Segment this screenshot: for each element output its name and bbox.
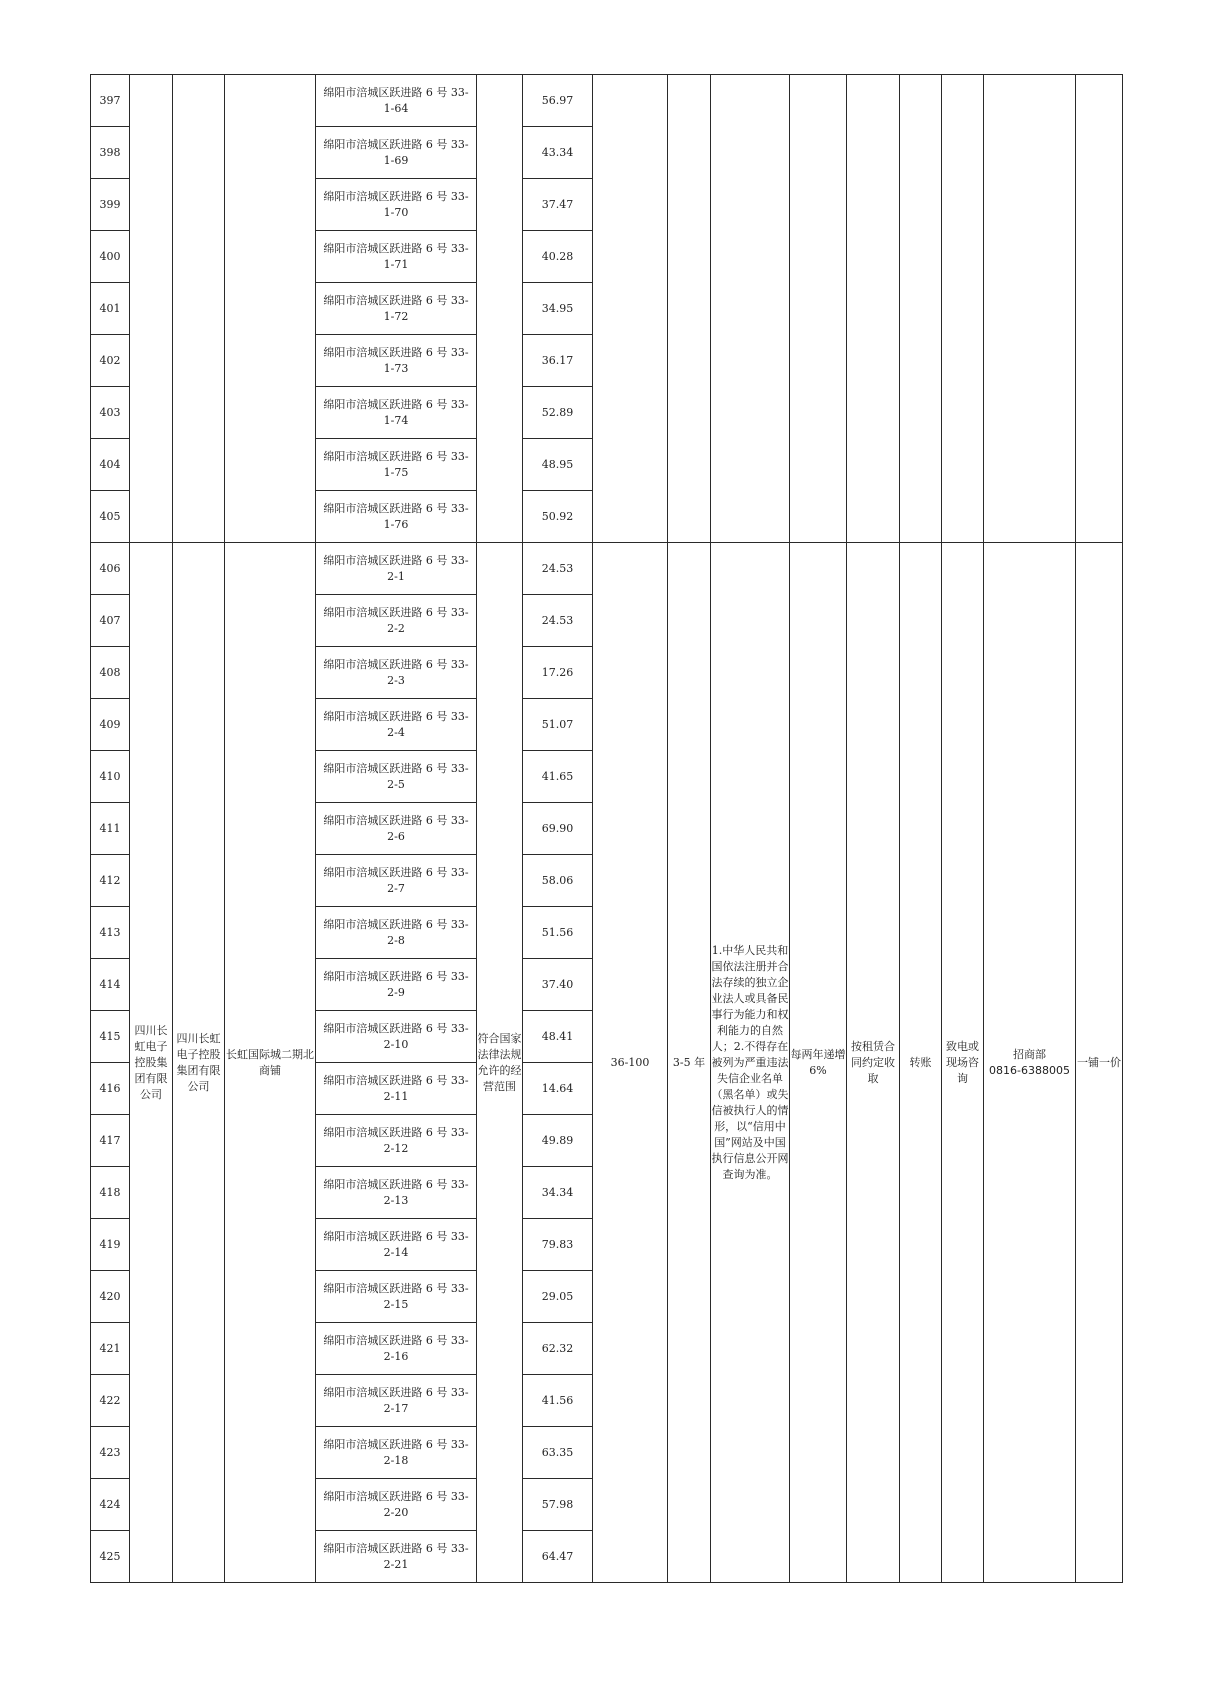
address-line-2: 2-1 (387, 569, 405, 583)
address-cell (316, 387, 477, 439)
address-line-1: 绵阳市涪城区跃进路 6 号 33- (323, 1073, 469, 1087)
address-line-2: 1-64 (383, 101, 409, 115)
address-line-2: 2-14 (383, 1245, 409, 1259)
address-line-2: 1-76 (383, 517, 409, 531)
address-cell (316, 1115, 477, 1167)
row-number-cell: 412 (91, 855, 130, 907)
rent-price-cell (593, 75, 668, 543)
row-number-cell: 421 (91, 1323, 130, 1375)
address-line-1: 绵阳市涪城区跃进路 6 号 33- (323, 1229, 469, 1243)
address-cell (316, 1375, 477, 1427)
area-cell: 79.83 (523, 1219, 593, 1271)
address-cell (316, 491, 477, 543)
area-cell: 37.40 (523, 959, 593, 1011)
address-line-2: 2-18 (383, 1453, 409, 1467)
contact-cell (984, 75, 1076, 543)
row-number-cell: 423 (91, 1427, 130, 1479)
address-line-1: 绵阳市涪城区跃进路 6 号 33- (323, 1541, 469, 1555)
address-cell (316, 1427, 477, 1479)
area-cell: 49.89 (523, 1115, 593, 1167)
area-cell: 50.92 (523, 491, 593, 543)
inquiry-cell (942, 75, 984, 543)
address-line-1: 绵阳市涪城区跃进路 6 号 33- (323, 865, 469, 879)
project-cell (225, 75, 316, 543)
address-line-1: 绵阳市涪城区跃进路 6 号 33- (323, 1489, 469, 1503)
address-cell (316, 231, 477, 283)
area-cell: 29.05 (523, 1271, 593, 1323)
address-cell (316, 543, 477, 595)
address-line-1: 绵阳市涪城区跃进路 6 号 33- (323, 1385, 469, 1399)
address-line-1: 绵阳市涪城区跃进路 6 号 33- (323, 449, 469, 463)
address-cell (316, 647, 477, 699)
area-cell: 62.32 (523, 1323, 593, 1375)
increase-cell: 每两年递增 6% (790, 543, 847, 1583)
address-line-1: 绵阳市涪城区跃进路 6 号 33- (323, 813, 469, 827)
area-cell: 34.34 (523, 1167, 593, 1219)
address-line-2: 2-17 (383, 1401, 409, 1415)
address-line-2: 2-15 (383, 1297, 409, 1311)
address-cell (316, 803, 477, 855)
business-scope-cell: 符合国家法律法规允许的经营范围 (477, 543, 523, 1583)
group-2-rows (91, 543, 1123, 1583)
address-cell (316, 1531, 477, 1583)
area-cell: 41.65 (523, 751, 593, 803)
lease-term-cell (668, 75, 711, 543)
row-number-cell: 418 (91, 1167, 130, 1219)
row-number-cell: 405 (91, 491, 130, 543)
address-line-2: 2-9 (387, 985, 405, 999)
business-scope-cell (477, 75, 523, 543)
area-cell: 63.35 (523, 1427, 593, 1479)
address-line-1: 绵阳市涪城区跃进路 6 号 33- (323, 917, 469, 931)
contact-cell (984, 543, 1076, 1583)
area-cell: 52.89 (523, 387, 593, 439)
address-line-1: 绵阳市涪城区跃进路 6 号 33- (323, 345, 469, 359)
row-number-cell: 407 (91, 595, 130, 647)
area-cell: 24.53 (523, 595, 593, 647)
requirements-cell: 1.中华人民共和国依法注册并合法存续的独立企业法人或具备民事行为能力和权利能力的自然人；2.不得存在被列为严重违法失信企业名单（黑名单）或失信被执行人的情形，以“信用中国”网站及中国执行信息公开网查询为准。 (711, 543, 790, 1583)
address-line-2: 2-12 (383, 1141, 409, 1155)
address-line-1: 绵阳市涪城区跃进路 6 号 33- (323, 605, 469, 619)
address-cell (316, 1271, 477, 1323)
address-line-1: 绵阳市涪城区跃进路 6 号 33- (323, 85, 469, 99)
row-number-cell: 425 (91, 1531, 130, 1583)
contact-phone: 0816-6388005 (989, 1063, 1070, 1077)
address-line-2: 2-8 (387, 933, 405, 947)
address-line-1: 绵阳市涪城区跃进路 6 号 33- (323, 189, 469, 203)
row-number-cell: 420 (91, 1271, 130, 1323)
address-line-2: 2-13 (383, 1193, 409, 1207)
address-line-1: 绵阳市涪城区跃进路 6 号 33- (323, 709, 469, 723)
address-cell (316, 127, 477, 179)
area-cell: 48.41 (523, 1011, 593, 1063)
area-cell: 58.06 (523, 855, 593, 907)
pricing-cell: 一铺一价 (1076, 543, 1123, 1583)
address-cell (316, 751, 477, 803)
row-number-cell: 409 (91, 699, 130, 751)
row-number-cell: 422 (91, 1375, 130, 1427)
lease-term-cell: 3-5 年 (668, 543, 711, 1583)
area-cell: 37.47 (523, 179, 593, 231)
rent-price-cell: 36-100 (593, 543, 668, 1583)
area-cell: 69.90 (523, 803, 593, 855)
area-cell: 56.97 (523, 75, 593, 127)
address-line-2: 2-6 (387, 829, 405, 843)
area-cell: 64.47 (523, 1531, 593, 1583)
address-cell (316, 283, 477, 335)
row-number-cell: 416 (91, 1063, 130, 1115)
address-line-2: 2-21 (383, 1557, 409, 1571)
address-line-2: 1-70 (383, 205, 409, 219)
address-line-2: 2-11 (383, 1089, 409, 1103)
address-line-1: 绵阳市涪城区跃进路 6 号 33- (323, 553, 469, 567)
area-cell: 36.17 (523, 335, 593, 387)
table-row (91, 543, 1123, 595)
address-line-2: 1-75 (383, 465, 409, 479)
row-number-cell: 406 (91, 543, 130, 595)
address-line-2: 1-74 (383, 413, 409, 427)
address-cell (316, 335, 477, 387)
address-line-1: 绵阳市涪城区跃进路 6 号 33- (323, 1177, 469, 1191)
row-number-cell: 408 (91, 647, 130, 699)
increase-cell (790, 75, 847, 543)
owner-cell: 四川长虹电子控股集团有限公司 (130, 543, 173, 1583)
address-line-1: 绵阳市涪城区跃进路 6 号 33- (323, 1437, 469, 1451)
row-number-cell: 424 (91, 1479, 130, 1531)
address-cell (316, 75, 477, 127)
address-line-2: 2-4 (387, 725, 405, 739)
table-row (91, 75, 1123, 127)
owner-cell (130, 75, 173, 543)
payment-method-cell (900, 75, 942, 543)
address-line-1: 绵阳市涪城区跃进路 6 号 33- (323, 1281, 469, 1295)
address-line-2: 1-73 (383, 361, 409, 375)
address-line-2: 2-20 (383, 1505, 409, 1519)
address-line-1: 绵阳市涪城区跃进路 6 号 33- (323, 137, 469, 151)
row-number-cell: 417 (91, 1115, 130, 1167)
address-line-1: 绵阳市涪城区跃进路 6 号 33- (323, 657, 469, 671)
area-cell: 40.28 (523, 231, 593, 283)
address-line-1: 绵阳市涪城区跃进路 6 号 33- (323, 501, 469, 515)
row-number-cell: 397 (91, 75, 130, 127)
row-number-cell: 403 (91, 387, 130, 439)
project-cell: 长虹国际城二期北商铺 (225, 543, 316, 1583)
requirements-cell (711, 75, 790, 543)
payment-method-cell: 转账 (900, 543, 942, 1583)
address-line-2: 1-71 (383, 257, 409, 271)
group-1-rows (91, 75, 1123, 543)
row-number-cell: 400 (91, 231, 130, 283)
address-cell (316, 1011, 477, 1063)
area-cell: 43.34 (523, 127, 593, 179)
row-number-cell: 398 (91, 127, 130, 179)
address-cell (316, 699, 477, 751)
address-line-2: 1-72 (383, 309, 409, 323)
area-cell: 24.53 (523, 543, 593, 595)
area-cell: 57.98 (523, 1479, 593, 1531)
payment-terms-cell: 按租赁合同约定收取 (847, 543, 900, 1583)
row-number-cell: 413 (91, 907, 130, 959)
address-cell (316, 595, 477, 647)
row-number-cell: 401 (91, 283, 130, 335)
payment-terms-cell (847, 75, 900, 543)
row-number-cell: 410 (91, 751, 130, 803)
address-cell (316, 1219, 477, 1271)
address-cell (316, 1063, 477, 1115)
area-cell: 51.07 (523, 699, 593, 751)
address-cell (316, 1479, 477, 1531)
lessor-cell (173, 75, 225, 543)
address-line-2: 2-5 (387, 777, 405, 791)
address-line-1: 绵阳市涪城区跃进路 6 号 33- (323, 397, 469, 411)
address-line-1: 绵阳市涪城区跃进路 6 号 33- (323, 1021, 469, 1035)
address-line-2: 2-2 (387, 621, 405, 635)
address-line-2: 2-16 (383, 1349, 409, 1363)
address-line-1: 绵阳市涪城区跃进路 6 号 33- (323, 1125, 469, 1139)
address-cell (316, 855, 477, 907)
area-cell: 41.56 (523, 1375, 593, 1427)
address-line-1: 绵阳市涪城区跃进路 6 号 33- (323, 761, 469, 775)
row-number-cell: 402 (91, 335, 130, 387)
address-line-2: 2-3 (387, 673, 405, 687)
address-cell (316, 959, 477, 1011)
address-line-1: 绵阳市涪城区跃进路 6 号 33- (323, 293, 469, 307)
address-cell (316, 907, 477, 959)
lessor-cell: 四川长虹电子控股集团有限公司 (173, 543, 225, 1583)
address-cell (316, 1323, 477, 1375)
area-cell: 34.95 (523, 283, 593, 335)
row-number-cell: 411 (91, 803, 130, 855)
address-cell (316, 439, 477, 491)
row-number-cell: 399 (91, 179, 130, 231)
address-line-2: 1-69 (383, 153, 409, 167)
row-number-cell: 419 (91, 1219, 130, 1271)
address-line-2: 2-10 (383, 1037, 409, 1051)
inquiry-cell: 致电或现场咨询 (942, 543, 984, 1583)
pricing-cell (1076, 75, 1123, 543)
area-cell: 14.64 (523, 1063, 593, 1115)
address-line-1: 绵阳市涪城区跃进路 6 号 33- (323, 969, 469, 983)
area-cell: 51.56 (523, 907, 593, 959)
contact-department: 招商部 (1013, 1047, 1046, 1061)
area-cell: 17.26 (523, 647, 593, 699)
property-lease-table (90, 74, 1123, 1583)
address-cell (316, 179, 477, 231)
address-line-2: 2-7 (387, 881, 405, 895)
row-number-cell: 414 (91, 959, 130, 1011)
area-cell: 48.95 (523, 439, 593, 491)
row-number-cell: 415 (91, 1011, 130, 1063)
address-line-1: 绵阳市涪城区跃进路 6 号 33- (323, 241, 469, 255)
address-line-1: 绵阳市涪城区跃进路 6 号 33- (323, 1333, 469, 1347)
row-number-cell: 404 (91, 439, 130, 491)
address-cell (316, 1167, 477, 1219)
